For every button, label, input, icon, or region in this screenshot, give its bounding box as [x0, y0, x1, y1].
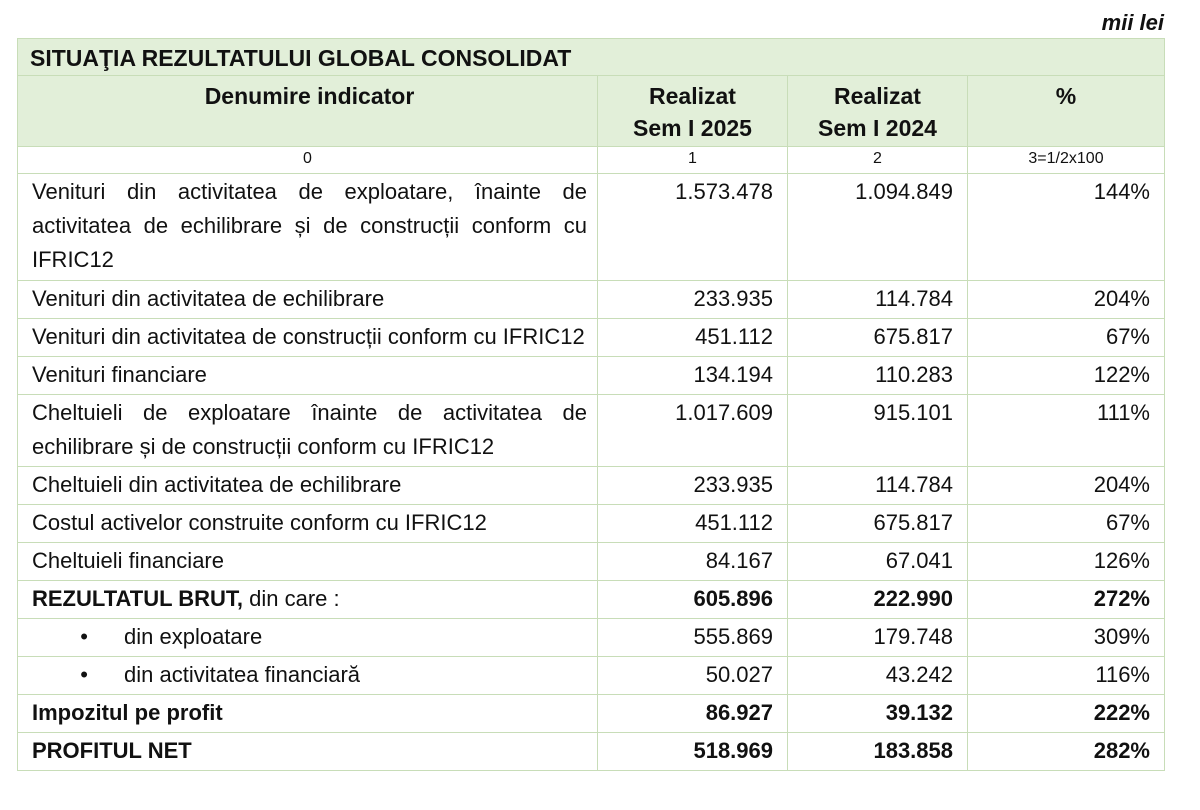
header-2025-line1: Realizat — [649, 83, 736, 109]
value-percent: 111% — [968, 395, 1165, 467]
table-row — [18, 505, 1165, 543]
value-percent: 309% — [968, 619, 1165, 657]
value-2025: 1.573.478 — [598, 174, 788, 281]
value-2024: 1.094.849 — [788, 174, 968, 281]
value-percent: 144% — [968, 174, 1165, 281]
value-percent: 272% — [968, 581, 1165, 619]
tax-row — [18, 695, 1165, 733]
index-cell: 1 — [598, 147, 788, 174]
table-row — [18, 281, 1165, 319]
index-cell: 3=1/2x100 — [968, 147, 1165, 174]
value-percent: 204% — [968, 467, 1165, 505]
row-label — [18, 657, 598, 695]
table-row — [18, 174, 1165, 281]
value-percent: 126% — [968, 543, 1165, 581]
value-percent: 67% — [968, 505, 1165, 543]
value-2025: 134.194 — [598, 357, 788, 395]
value-2025: 605.896 — [598, 581, 788, 619]
header-row — [18, 76, 1165, 147]
header-2025-line2: Sem I 2025 — [633, 115, 752, 141]
header-2025 — [598, 76, 788, 147]
table-title: SITUAŢIA REZULTATULUI GLOBAL CONSOLIDAT — [18, 39, 1165, 76]
index-row — [18, 147, 1165, 174]
bullet-icon: • — [80, 662, 88, 687]
value-2024: 114.784 — [788, 281, 968, 319]
value-percent: 116% — [968, 657, 1165, 695]
value-percent: 122% — [968, 357, 1165, 395]
net-profit-row — [18, 733, 1165, 771]
header-indicator: Denumire indicator — [18, 76, 598, 147]
row-label: Venituri din activitatea de construcții conform cu IFRIC12 — [18, 319, 598, 357]
table-title-row — [18, 39, 1165, 76]
table-row — [18, 467, 1165, 505]
header-2024-line2: Sem I 2024 — [818, 115, 937, 141]
value-2025: 50.027 — [598, 657, 788, 695]
value-2025: 86.927 — [598, 695, 788, 733]
table-row — [18, 357, 1165, 395]
value-2024: 222.990 — [788, 581, 968, 619]
value-2024: 110.283 — [788, 357, 968, 395]
value-2024: 675.817 — [788, 319, 968, 357]
value-2024: 114.784 — [788, 467, 968, 505]
row-label: Venituri din activitatea de exploatare, înainte de activitatea de echilibrare și de construcții conform cu IFRIC12 — [18, 174, 598, 281]
gross-sub-row — [18, 619, 1165, 657]
row-label: PROFITUL NET — [18, 733, 598, 771]
value-2024: 183.858 — [788, 733, 968, 771]
gross-result-label-rest: din care : — [243, 586, 340, 611]
value-2025: 84.167 — [598, 543, 788, 581]
value-2025: 1.017.609 — [598, 395, 788, 467]
value-2025: 555.869 — [598, 619, 788, 657]
value-2025: 233.935 — [598, 281, 788, 319]
value-2025: 233.935 — [598, 467, 788, 505]
index-cell: 0 — [18, 147, 598, 174]
value-2024: 43.242 — [788, 657, 968, 695]
row-label: Cheltuieli din activitatea de echilibrare — [18, 467, 598, 505]
index-cell: 2 — [788, 147, 968, 174]
gross-result-label — [18, 581, 598, 619]
value-2024: 675.817 — [788, 505, 968, 543]
row-label — [18, 619, 598, 657]
row-label: Venituri din activitatea de echilibrare — [18, 281, 598, 319]
value-2024: 67.041 — [788, 543, 968, 581]
value-2025: 451.112 — [598, 319, 788, 357]
value-percent: 67% — [968, 319, 1165, 357]
value-2025: 451.112 — [598, 505, 788, 543]
sub-label: din exploatare — [124, 624, 263, 649]
header-2024-line1: Realizat — [834, 83, 921, 109]
sub-label: din activitatea financiară — [124, 662, 361, 687]
value-percent: 222% — [968, 695, 1165, 733]
value-2024: 39.132 — [788, 695, 968, 733]
row-label: Impozitul pe profit — [18, 695, 598, 733]
header-percent: % — [968, 76, 1165, 147]
table-row — [18, 319, 1165, 357]
value-percent: 282% — [968, 733, 1165, 771]
value-percent: 204% — [968, 281, 1165, 319]
row-label: Costul activelor construite conform cu IFRIC12 — [18, 505, 598, 543]
unit-label: mii lei — [1101, 10, 1164, 35]
gross-result-row — [18, 581, 1165, 619]
value-2024: 915.101 — [788, 395, 968, 467]
gross-result-label-bold: REZULTATUL BRUT, — [32, 586, 244, 611]
header-2024 — [788, 76, 968, 147]
consolidated-income-table — [17, 38, 1165, 771]
gross-sub-row — [18, 657, 1165, 695]
bullet-icon: • — [80, 624, 88, 649]
row-label: Venituri financiare — [18, 357, 598, 395]
value-2024: 179.748 — [788, 619, 968, 657]
table-row — [18, 543, 1165, 581]
table-row — [18, 395, 1165, 467]
value-2025: 518.969 — [598, 733, 788, 771]
row-label: Cheltuieli de exploatare înainte de activitatea de echilibrare și de construcții conform cu IFRIC12 — [18, 395, 598, 467]
row-label: Cheltuieli financiare — [18, 543, 598, 581]
